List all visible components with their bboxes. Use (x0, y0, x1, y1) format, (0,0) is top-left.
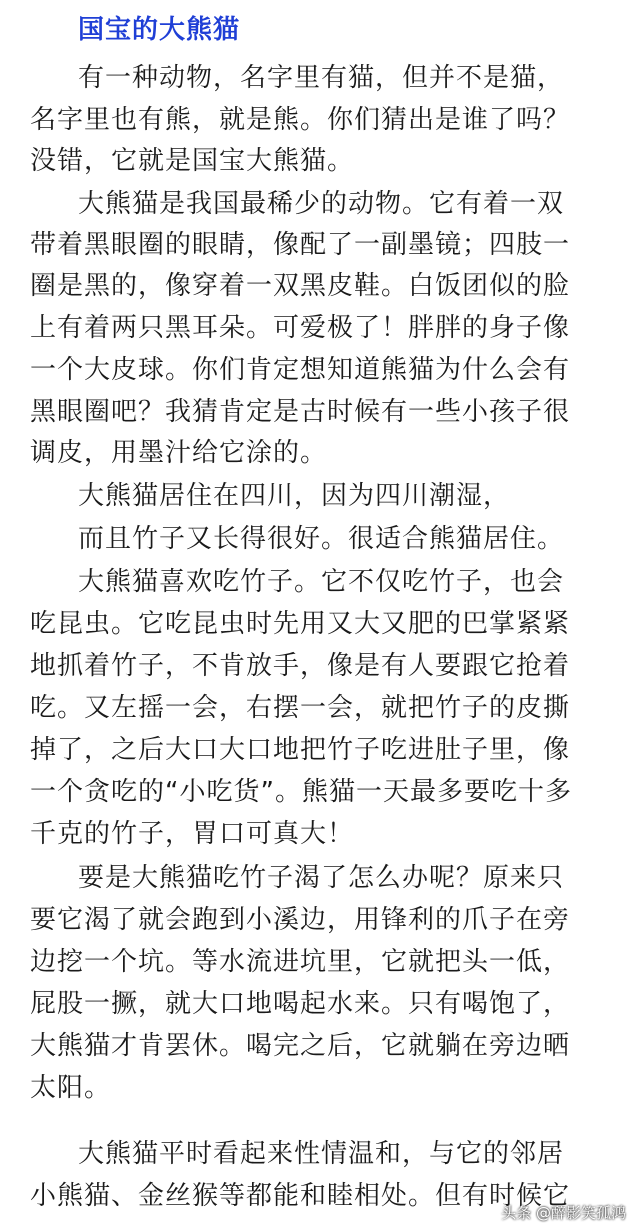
text-line: 吃。又左摇一会，右摆一会，就把竹子的皮撕 (30, 693, 571, 723)
text-line: 大熊猫才肯罢休。喝完之后，它就躺在旁边晒 (30, 1031, 571, 1061)
watermark: 头条 @醉影笑孤鸿 (501, 1204, 626, 1222)
text-line: 要它渴了就会跑到小溪边，用锋利的爪子在旁 (30, 905, 571, 935)
text-line: 上有着两只黑耳朵。可爱极了！胖胖的身子像 (30, 313, 571, 343)
text-line: 大熊猫是我国最稀少的动物。它有着一双 (78, 189, 565, 219)
text-line: 大熊猫喜欢吃竹子。它不仅吃竹子，也会 (78, 567, 565, 597)
text-line: 太阳。 (30, 1073, 112, 1103)
text-line: 掉了，之后大口大口地把竹子吃进肚子里，像 (30, 735, 571, 765)
text-line: 屁股一撅，就大口地喝起水来。只有喝饱了， (30, 989, 571, 1019)
text-line: 地抓着竹子，不肯放手，像是有人要跟它抢着 (30, 651, 571, 681)
text-line: 吃昆虫。它吃昆虫时先用又大又肥的巴掌紧紧 (30, 609, 571, 639)
text-line: 边挖一个坑。等水流进坑里，它就把头一低， (30, 947, 571, 977)
text-line: 大熊猫平时看起来性情温和，与它的邻居 (78, 1139, 565, 1169)
text-line: 黑眼圈吧？我猜肯定是古时候有一些小孩子很 (30, 397, 571, 427)
text-line: 调皮，用墨汁给它涂的。 (30, 438, 328, 468)
text-line: 要是大熊猫吃竹子渴了怎么办呢？原来只 (78, 863, 565, 893)
text-line: 圈是黑的，像穿着一双黑皮鞋。白饭团似的脸 (30, 271, 571, 301)
article-title: 国宝的大熊猫 (78, 15, 241, 45)
text-line: 小熊猫、金丝猴等都能和睦相处。但有时候它 (30, 1181, 571, 1211)
text-line: 一个大皮球。你们肯定想知道熊猫为什么会有 (30, 355, 571, 385)
text-line: 没错，它就是国宝大熊猫。 (30, 146, 355, 176)
text-line: 一个贪吃的“小吃货”。熊猫一天最多要吃十多 (30, 777, 572, 807)
text-line: 有一种动物，名字里有猫，但并不是猫， (78, 63, 565, 93)
text-line: 而且竹子又长得很好。很适合熊猫居住。 (78, 524, 565, 554)
text-line: 带着黑眼圈的眼睛，像配了一副墨镜；四肢一 (30, 230, 571, 260)
text-line: 千克的竹子，胃口可真大！ (30, 819, 355, 849)
text-line: 大熊猫居住在四川，因为四川潮湿， (78, 481, 511, 511)
text-line: 名字里也有熊，就是熊。你们猜出是谁了吗？ (30, 105, 571, 135)
